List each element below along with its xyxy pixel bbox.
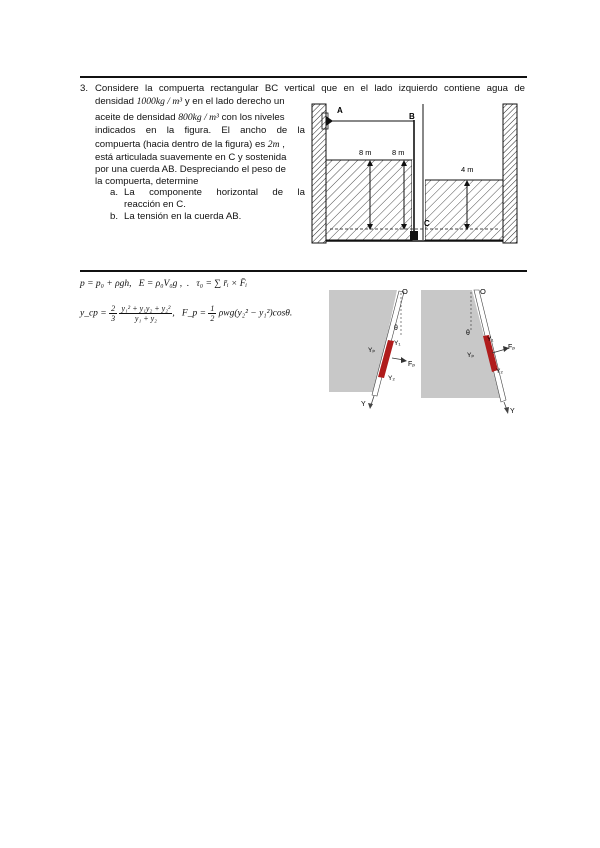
oil-density: 800kg / m³ [178, 112, 219, 123]
left-label-o: O [402, 287, 408, 296]
problem-line-2: densidad 1000kg / m³ y en el lado derecho un [95, 96, 285, 107]
gate-figure-right [421, 287, 515, 415]
formula-row-1: p = p₀ + ρgh, E = ρ₀V₀g , . τ₀ = ∑ r̄ᵢ × F̄ᵢ [80, 279, 248, 289]
center-pressure-fraction: $\frac{\text{y₁² + y₁y₂ + y₂²}}{\text{y₁ + y₂}}$ [121, 304, 171, 323]
water-density: 1000kg / m³ [136, 96, 183, 107]
dim-label-left-2: 8 m [392, 148, 405, 157]
right-label-theta: θ [466, 330, 470, 337]
hydrostatic-pressure-formula: p = p₀ + ρgh, [80, 279, 132, 289]
gate-figure-left [329, 287, 415, 409]
label-a: A [337, 106, 343, 115]
label-c: C [424, 219, 430, 228]
label-b: B [409, 112, 415, 121]
problem-line-4: indicados en la figura. El ancho de la [95, 125, 305, 136]
center-pressure-lhs: y_cp = [80, 308, 107, 319]
dim-label-left-1: 8 m [359, 148, 372, 157]
right-label-y1: Y₁ [487, 336, 494, 343]
problem-line-6: está articulada suavemente en C y sostenida [95, 152, 287, 163]
item-a-line-1: La componente horizontal de la [124, 187, 305, 198]
problem-line-5: compuerta (hacia dentro de la figura) es 2m , [95, 139, 285, 150]
left-label-y: Y [361, 401, 366, 408]
pressure-force-coef: $\frac{1}{2}$ [210, 304, 215, 323]
torque-formula: τ₀ = ∑ r̄ᵢ × F̄ᵢ [196, 279, 248, 289]
item-b-text: La tensión en la cuerda AB. [124, 211, 242, 222]
left-label-y1: Y₁ [394, 340, 401, 347]
left-label-yp: Yₚ [368, 347, 376, 354]
problem-line-3: aceite de densidad 800kg / m³ con los niveles [95, 112, 285, 123]
buoyancy-formula: E = ρ₀V₀g , [138, 279, 183, 289]
center-pressure-coef: $\frac{2}{3}$ [111, 304, 116, 323]
right-label-o: O [480, 287, 486, 296]
gate-width: 2m [267, 139, 280, 150]
right-label-yp: Yₚ [467, 352, 475, 359]
item-a: a. [110, 187, 119, 198]
left-label-theta: θ [394, 325, 398, 332]
problem-number: 3. [80, 83, 89, 94]
pressure-force-lhs: F_p = [181, 308, 206, 319]
left-label-fp: Fₚ [408, 361, 416, 368]
problem-line-1: Considere la compuerta rectangular BC vertical que en el lado izquierdo contiene agua de [95, 83, 525, 94]
problem-line-7: por una cuerda AB. Despreciando el peso de [95, 164, 286, 175]
problem-line-8: la compuerta, determine [95, 176, 199, 187]
right-label-y2: Y₂ [496, 368, 503, 375]
item-b: b. [110, 211, 119, 222]
formula-row-2: y_cp = $\frac{2}{3}$ $\frac{\text{y₁² + y₁y₂ + y₂²}}{\text{y₁ + y₂}}$ , F_p = $\frac{1}{2}$ ρwg(y₂² − y₁²)cosθ. [80, 304, 293, 323]
left-label-y2: Y₂ [388, 375, 395, 382]
pressure-force-rest: ρwg(y₂² − y₁²)cosθ. [218, 308, 293, 319]
right-label-fp: Fₚ [508, 344, 516, 351]
item-a-line-2: reacción en C. [124, 199, 186, 210]
dim-label-right: 4 m [461, 165, 474, 174]
right-label-y: Y [510, 408, 515, 415]
